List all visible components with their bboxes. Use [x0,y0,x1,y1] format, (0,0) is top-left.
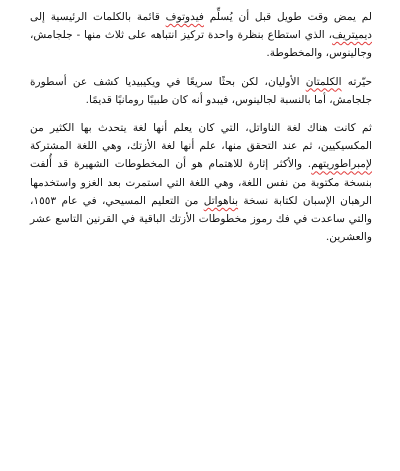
paragraph-2[interactable] [30,73,372,109]
text-run: الأوليان، لكن بحثًا سريعًا في ويكيبيديا كشف عن أسطورة جلجامش، أما بالنسبة لجالينوس، فيبدو أنه كان طبيبًا رومانيًا قديمًا. [30,75,372,106]
misspelled-word: الكلمتان [305,75,342,88]
misspelled-word: بناهواتل [203,194,239,207]
misspelled-word: ديميتريف [332,29,372,42]
text-run: . والأكثر إثارة للاهتمام هو أن المخطوطات الشهيرة قد أُلفت بنسخة مكتوبة من نفس اللغة، وهي اللغة التي استمرت بعد الغزو واستخدمها الرهبان الإسبان لكتابة نسخة [30,158,372,207]
text-run: حيّرته [341,75,372,88]
misspelled-word: فيدوتوف [165,11,204,23]
paragraph-3[interactable] [30,119,372,246]
text-run: ، الذي استطاع بنظرة واحدة تركيز انتباهه على ثلاث منها - جلجامش، وجالينوس، والمخطوطة. [30,29,372,60]
paragraph-1[interactable] [30,8,372,63]
text-run: ثم كانت هناك لغة الناواتل، التي كان يعلم أنها لغة يتحدث بها الكثير من المكسيكيين، ثم عند التحقق منها، علم أنها لغة الأزتك، وهي اللغة المشتركة [30,122,372,153]
misspelled-word: لإمبراطوريتهم [311,158,372,171]
text-run: قائمة بالكلمات الرئيسية إلى [30,11,166,23]
text-run: من التعليم المسيحي، في عام ١٥٥٣، والتي ساعدت في فك رموز مخطوطات الأزتك الباقية في القرنين التاسع عشر والعشرين. [30,194,372,244]
text-run: لم يمض وقت طويل قبل أن يُسلِّم [203,11,373,23]
